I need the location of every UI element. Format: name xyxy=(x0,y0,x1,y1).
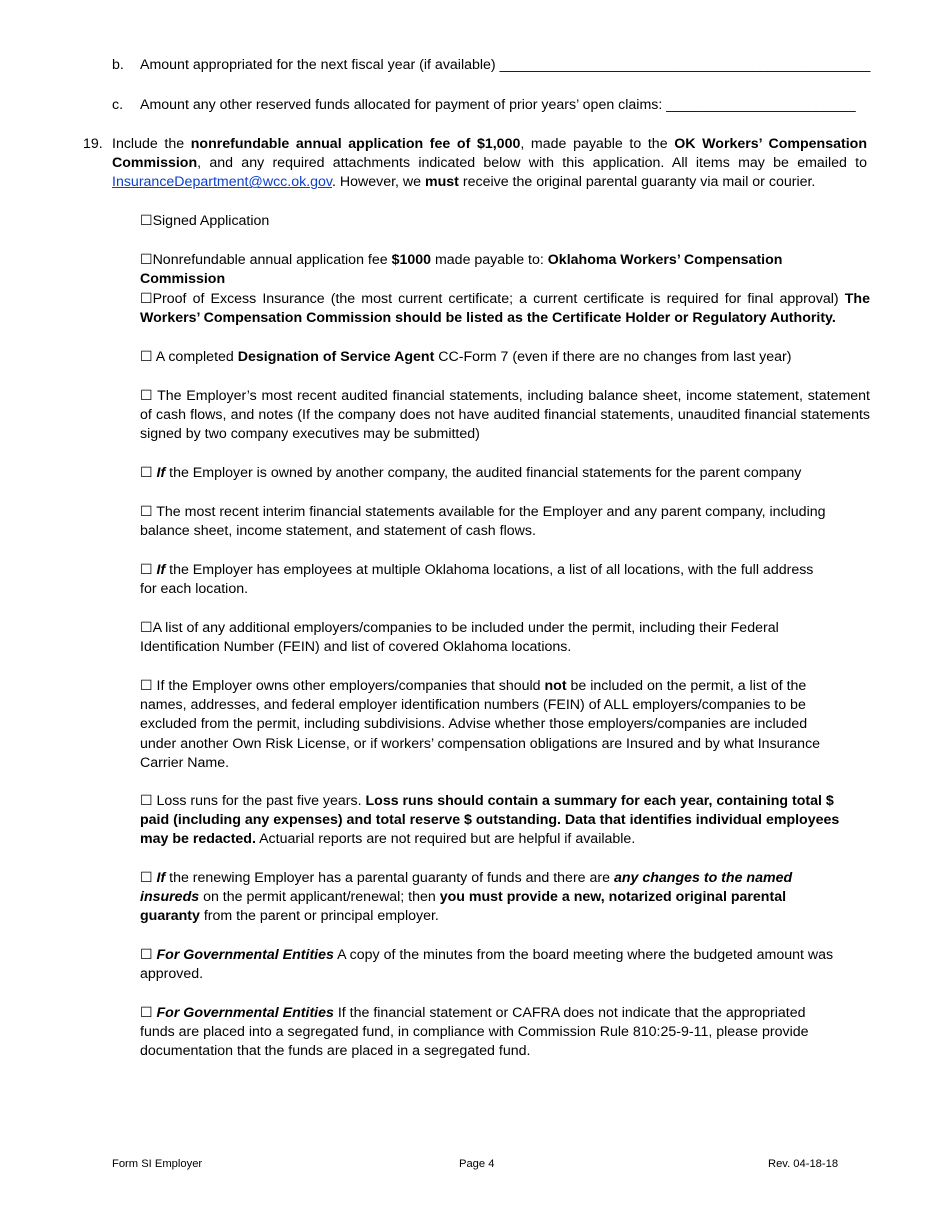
footer-form-name: Form SI Employer xyxy=(112,1158,203,1170)
checklist-text: the renewing Employer has a parental guaranty of funds and there are xyxy=(165,870,614,886)
checklist-item-additional-employers xyxy=(140,619,805,657)
checklist-if: If xyxy=(156,870,166,886)
item-18c xyxy=(112,97,856,113)
item-19-text: receive the original parental guaranty via mail or courier. xyxy=(458,174,816,191)
checklist-item-board-minutes xyxy=(140,946,845,984)
checkbox-icon[interactable]: ☐ xyxy=(140,349,153,365)
checklist-bold: not xyxy=(544,678,567,694)
checklist-bold: you must provide a new, notarized original parental guaranty xyxy=(140,889,787,925)
checklist-item-service-agent xyxy=(140,348,870,367)
checkbox-icon[interactable]: ☐ xyxy=(140,678,153,694)
checkbox-icon[interactable]: ☐ xyxy=(140,504,153,520)
checklist-bold: Designation of Service Agent xyxy=(237,349,435,365)
item-19 xyxy=(83,135,867,193)
checklist-text: A completed xyxy=(152,349,238,365)
checklist-item-signed-application xyxy=(140,212,870,231)
checklist-text: the Employer has employees at multiple Oklahoma locations, a list of all locations, with the full address for each location. xyxy=(140,562,814,598)
checkbox-icon[interactable]: ☐ xyxy=(140,388,153,404)
checklist-item-excluded-employers xyxy=(140,677,830,773)
checklist-bold: The Workers’ Compensation Commission should be listed as the Certificate Holder or Regulatory Authority. xyxy=(140,291,870,327)
checklist-bold-italic: any changes to the named insureds xyxy=(140,870,793,906)
footer-page-number: Page 4 xyxy=(459,1158,495,1170)
email-link[interactable]: InsuranceDepartment@wcc.ok.gov xyxy=(112,174,332,191)
item-18b xyxy=(112,57,870,73)
checklist-text: The most recent interim financial statements available for the Employer and any parent company, including balance sheet, income statement, and statement of cash flows. xyxy=(140,504,826,540)
item-18c-text: Amount any other reserved funds allocated for payment of prior years’ open claims: ________________________ xyxy=(140,97,856,113)
checklist-text: The Employer’s most recent audited financial statements, including balance sheet, income statement, statement of cash flows, and notes (If the company does not have audited financial statements, unaudited financial statements signed by two company executives may be submitted) xyxy=(140,388,870,443)
item-19-text: , and any required attachments indicated below with this application. All items may be emailed to xyxy=(197,155,867,172)
checklist-text: be included on the permit, a list of the names, addresses, and federal employer identification numbers (FEIN) of ALL employers/companies to be excluded from the permit, including subdivisions. Advise whether those employers/companies are included under another Own Risk License, or if workers’ compensation obligations are Insured and by what Insurance Carrier Name. xyxy=(140,678,821,771)
item-19-number: 19. xyxy=(83,136,103,152)
checkbox-icon[interactable]: ☐ xyxy=(140,562,153,578)
checklist-bold: Loss runs should contain a summary for each year, containing total $ paid (including any expenses) and total reserve $ outstanding. Data that identifies individual employees may be redacted. xyxy=(140,793,840,848)
item-18b-label: b. xyxy=(112,57,124,73)
checklist-text: the Employer is owned by another company, the audited financial statements for the parent company xyxy=(165,465,802,481)
checkbox-icon[interactable]: ☐ xyxy=(140,1005,153,1021)
checkbox-icon[interactable]: ☐ xyxy=(140,620,153,636)
item-19-body xyxy=(112,135,867,193)
checklist-if: If xyxy=(156,465,166,481)
checklist-bold: $1000 xyxy=(391,252,432,268)
item-19-text: . However, we xyxy=(331,174,426,191)
checklist-governmental: For Governmental Entities xyxy=(156,1005,334,1021)
item-19-text: Include the xyxy=(112,136,191,152)
checklist-text: A list of any additional employers/companies to be included under the permit, including their Federal Identification Number (FEIN) and list of covered Oklahoma locations. xyxy=(140,620,779,656)
checklist-text: Actuarial reports are not required but are helpful if available. xyxy=(255,831,636,848)
checklist-item-loss-runs xyxy=(140,792,845,850)
checklist-text: Proof of Excess Insurance (the most current certificate; a current certificate is required for final approval) xyxy=(152,291,845,307)
checklist-item-audited-statements xyxy=(140,387,870,445)
checklist-item-application-fee xyxy=(140,251,870,289)
checklist-item-locations xyxy=(140,561,830,599)
checkbox-icon[interactable]: ☐ xyxy=(140,213,153,229)
checkbox-icon[interactable]: ☐ xyxy=(140,947,153,963)
checklist-text: CC-Form 7 (even if there are no changes from last year) xyxy=(434,349,792,365)
checklist-text: If the Employer owns other employers/companies that should xyxy=(152,678,545,694)
item-19-text: , made payable to the xyxy=(520,136,675,152)
checklist-item-excess-insurance xyxy=(140,290,870,328)
checklist-text: Loss runs for the past five years. xyxy=(152,793,366,809)
checklist-governmental: For Governmental Entities xyxy=(156,947,334,963)
checklist-item-interim-statements xyxy=(140,503,845,541)
item-19-must: must xyxy=(425,174,459,191)
item-18c-label: c. xyxy=(112,97,124,113)
checkbox-icon[interactable]: ☐ xyxy=(140,465,153,481)
checkbox-icon[interactable]: ☐ xyxy=(140,252,153,268)
checklist-text: made payable to: xyxy=(431,252,548,268)
checklist-if: If xyxy=(156,562,166,578)
checklist-text: A copy of the minutes from the board meeting where the budgeted amount was approved. xyxy=(140,947,834,983)
checklist-text: on the permit applicant/renewal; then xyxy=(199,889,440,906)
item-19-fee: nonrefundable annual application fee of $1,000 xyxy=(190,136,521,152)
checklist-text: Signed Application xyxy=(152,213,270,229)
checklist-bold: Oklahoma Workers’ Compensation Commission xyxy=(140,252,783,288)
checklist-text: Nonrefundable annual application fee xyxy=(152,252,392,268)
checklist-text: from the parent or principal employer. xyxy=(199,908,439,925)
item-19-commission: OK Workers’ Compensation Commission xyxy=(112,136,867,172)
checkbox-icon[interactable]: ☐ xyxy=(140,870,153,886)
footer-revision: Rev. 04-18-18 xyxy=(768,1158,839,1170)
checkbox-icon[interactable]: ☐ xyxy=(140,793,153,809)
checklist-item-parent-statements xyxy=(140,464,870,483)
checkbox-icon[interactable]: ☐ xyxy=(140,291,153,307)
item-18b-text: Amount appropriated for the next fiscal year (if available) _______________________________________________ xyxy=(140,57,871,73)
checklist-item-segregated-fund xyxy=(140,1004,820,1062)
checklist-item-parental-guaranty xyxy=(140,869,805,927)
checklist-text: If the financial statement or CAFRA does not indicate that the appropriated funds are placed into a segregated fund, in compliance with Commission Rule 810:25-9-11, please provide documentation that the funds are placed in a segregated fund. xyxy=(140,1005,809,1060)
